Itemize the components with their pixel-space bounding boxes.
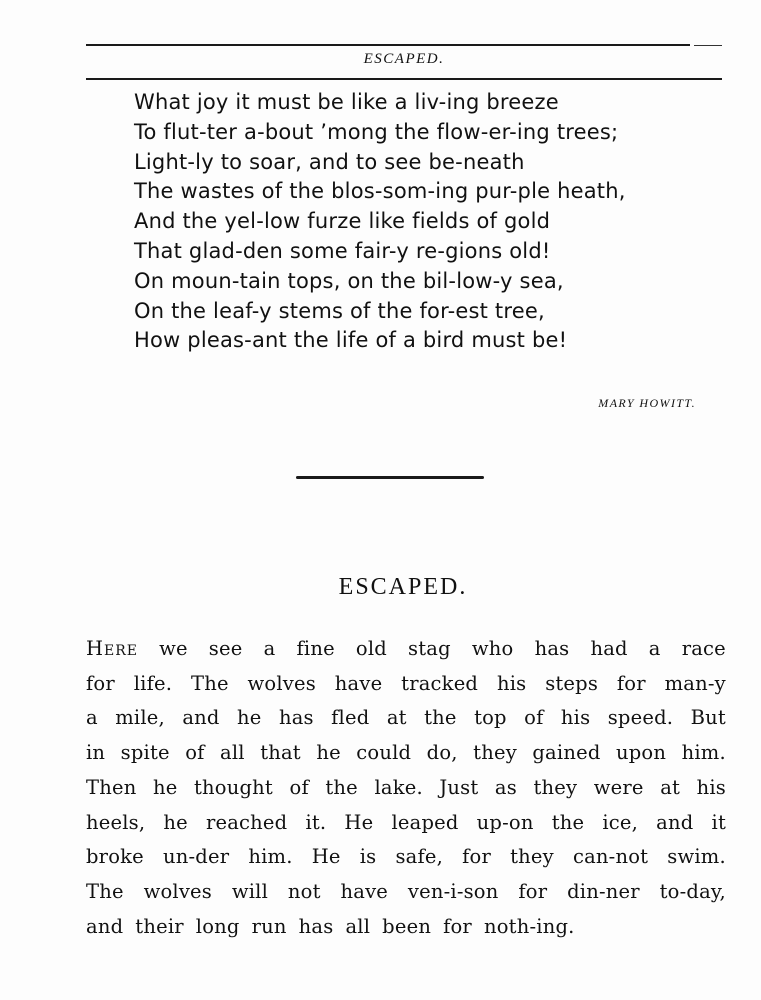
story-word: man-y [664, 671, 726, 695]
story-body [86, 632, 726, 944]
story-word: life. [133, 671, 173, 695]
story-line [86, 667, 726, 702]
story-word: long [195, 914, 240, 938]
story-word: we [159, 637, 188, 660]
running-title: ESCAPED. [363, 51, 445, 67]
story-word: he [316, 741, 341, 765]
story-word: reached [205, 810, 288, 834]
story-word: fled [331, 706, 370, 730]
poem-line: Light-ly to soar, and to see be-neath [134, 149, 525, 174]
poem-line: The wastes of the blos-som-ing pur-ple heath, [134, 179, 626, 204]
header-rule-top [86, 44, 690, 46]
header-rule-bottom [86, 78, 722, 80]
story-word: they [473, 741, 517, 765]
story-word: old [355, 637, 387, 660]
story-word: they [533, 775, 578, 799]
story-word: his [696, 775, 726, 799]
story-word: a [86, 706, 98, 730]
story-line [86, 736, 726, 771]
story-word: the [551, 810, 585, 834]
story-word: has [298, 914, 334, 938]
story-line [86, 910, 726, 945]
story-word: and [86, 914, 124, 938]
poem [134, 88, 694, 356]
story-word: speed. [607, 706, 674, 730]
story-word: top [474, 706, 507, 730]
story-word: he [237, 706, 262, 730]
story-word: Here [86, 637, 138, 660]
story-word: the [325, 775, 358, 799]
story-word: ven-i-son [407, 879, 499, 903]
story-word: it [711, 810, 726, 834]
poem-attribution: MARY HOWITT. [598, 396, 696, 410]
poem-line: And the yel-low furze like fields of gold [134, 209, 551, 234]
story-word: fine [296, 637, 335, 660]
story-word: wolves [247, 671, 316, 695]
story-word: who [471, 637, 514, 660]
story-word: see [208, 637, 243, 660]
story-word: of [289, 775, 309, 799]
story-line [86, 771, 726, 806]
poem-line: That glad-den some fair-y re-gions old! [134, 238, 551, 263]
story-line [86, 840, 726, 875]
story-word: have [334, 671, 383, 695]
story-word: tracked [401, 671, 479, 695]
story-word: wolves [143, 879, 212, 903]
story-line [86, 701, 726, 736]
story-word: Just [439, 775, 479, 799]
story-word: up-on [476, 810, 534, 834]
story-word: din-ner [567, 879, 640, 903]
story-word: their [135, 914, 184, 938]
story-word: run [251, 914, 287, 938]
story-word: of [185, 741, 205, 765]
story-word: his [560, 706, 591, 730]
story-line [86, 806, 726, 841]
story-word: he [152, 775, 178, 799]
poem-line: What joy it must be like a liv-ing breeze [134, 90, 559, 114]
header-rule-top-tail [694, 45, 722, 46]
story-word: Then [86, 775, 137, 799]
story-word: He [344, 810, 374, 834]
story-word: upon [615, 741, 667, 765]
story-word: in [86, 741, 106, 765]
story-word: had [590, 637, 628, 660]
story-word: and [656, 810, 694, 834]
story-word: all [345, 914, 371, 938]
story-word: The [86, 879, 124, 903]
story-word: He [311, 845, 341, 869]
story-word: and [182, 706, 220, 730]
story-line [86, 632, 726, 667]
story-word: steps [545, 671, 599, 695]
story-word: lake. [374, 775, 423, 799]
story-word: that [260, 741, 301, 765]
story-word: him. [248, 845, 293, 869]
story-word: at [386, 706, 407, 730]
story-word: stag [408, 637, 451, 660]
story-word: a [263, 637, 276, 660]
story-word: for [86, 671, 115, 695]
story-word: him. [681, 741, 726, 765]
story-word: mile, [115, 706, 165, 730]
story-word: swim. [667, 845, 726, 869]
story-word: it. [305, 810, 327, 834]
story-word: all [220, 741, 245, 765]
story-word: gained [532, 741, 601, 765]
story-word: do, [426, 741, 458, 765]
story-word: has [534, 637, 570, 660]
poem-line: On moun-tain tops, on the bil-low-y sea, [134, 268, 564, 293]
story-word: been [382, 914, 432, 938]
story-word: heels, [86, 810, 146, 834]
story-word: has [278, 706, 314, 730]
story-word: could [356, 741, 412, 765]
story-title: ESCAPED. [338, 574, 468, 600]
story-word: will [231, 879, 269, 903]
story-line [86, 875, 726, 910]
story-word: ice, [602, 810, 639, 834]
story-word: he [163, 810, 188, 834]
story-word: not [287, 879, 321, 903]
story-word: broke [86, 845, 144, 869]
poem-line: To flut-ter a-bout ’mong the flow-er-ing trees; [134, 119, 619, 144]
story-word: were [593, 775, 644, 799]
story-word: is [359, 845, 377, 869]
story-word: thought [194, 775, 273, 799]
story-word: for [443, 914, 472, 938]
story-word: to-day, [659, 879, 726, 903]
story-word: un-der [162, 845, 230, 869]
story-word: spite [120, 741, 170, 765]
story-word: they [510, 845, 554, 869]
story-word: a [648, 637, 661, 660]
story-word: at [660, 775, 681, 799]
section-separator-rule [296, 476, 484, 479]
story-word: the [424, 706, 457, 730]
story-word: of [524, 706, 544, 730]
story-word: for [518, 879, 548, 903]
poem-line: On the leaf-y stems of the for-est tree, [134, 298, 545, 323]
poem-line: How pleas-ant the life of a bird must be! [134, 328, 568, 353]
story-word: for [462, 845, 492, 869]
story-word: can-not [572, 845, 649, 869]
story-word: for [616, 671, 646, 695]
story-word: leaped [391, 810, 459, 834]
story-word: The [190, 671, 229, 695]
story-word: have [340, 879, 389, 903]
story-word: noth-ing. [483, 914, 575, 938]
story-word: race [681, 637, 726, 660]
story-word: safe, [395, 845, 444, 869]
story-word: But [690, 706, 726, 730]
story-word: his [496, 671, 527, 695]
story-word: as [494, 775, 517, 799]
